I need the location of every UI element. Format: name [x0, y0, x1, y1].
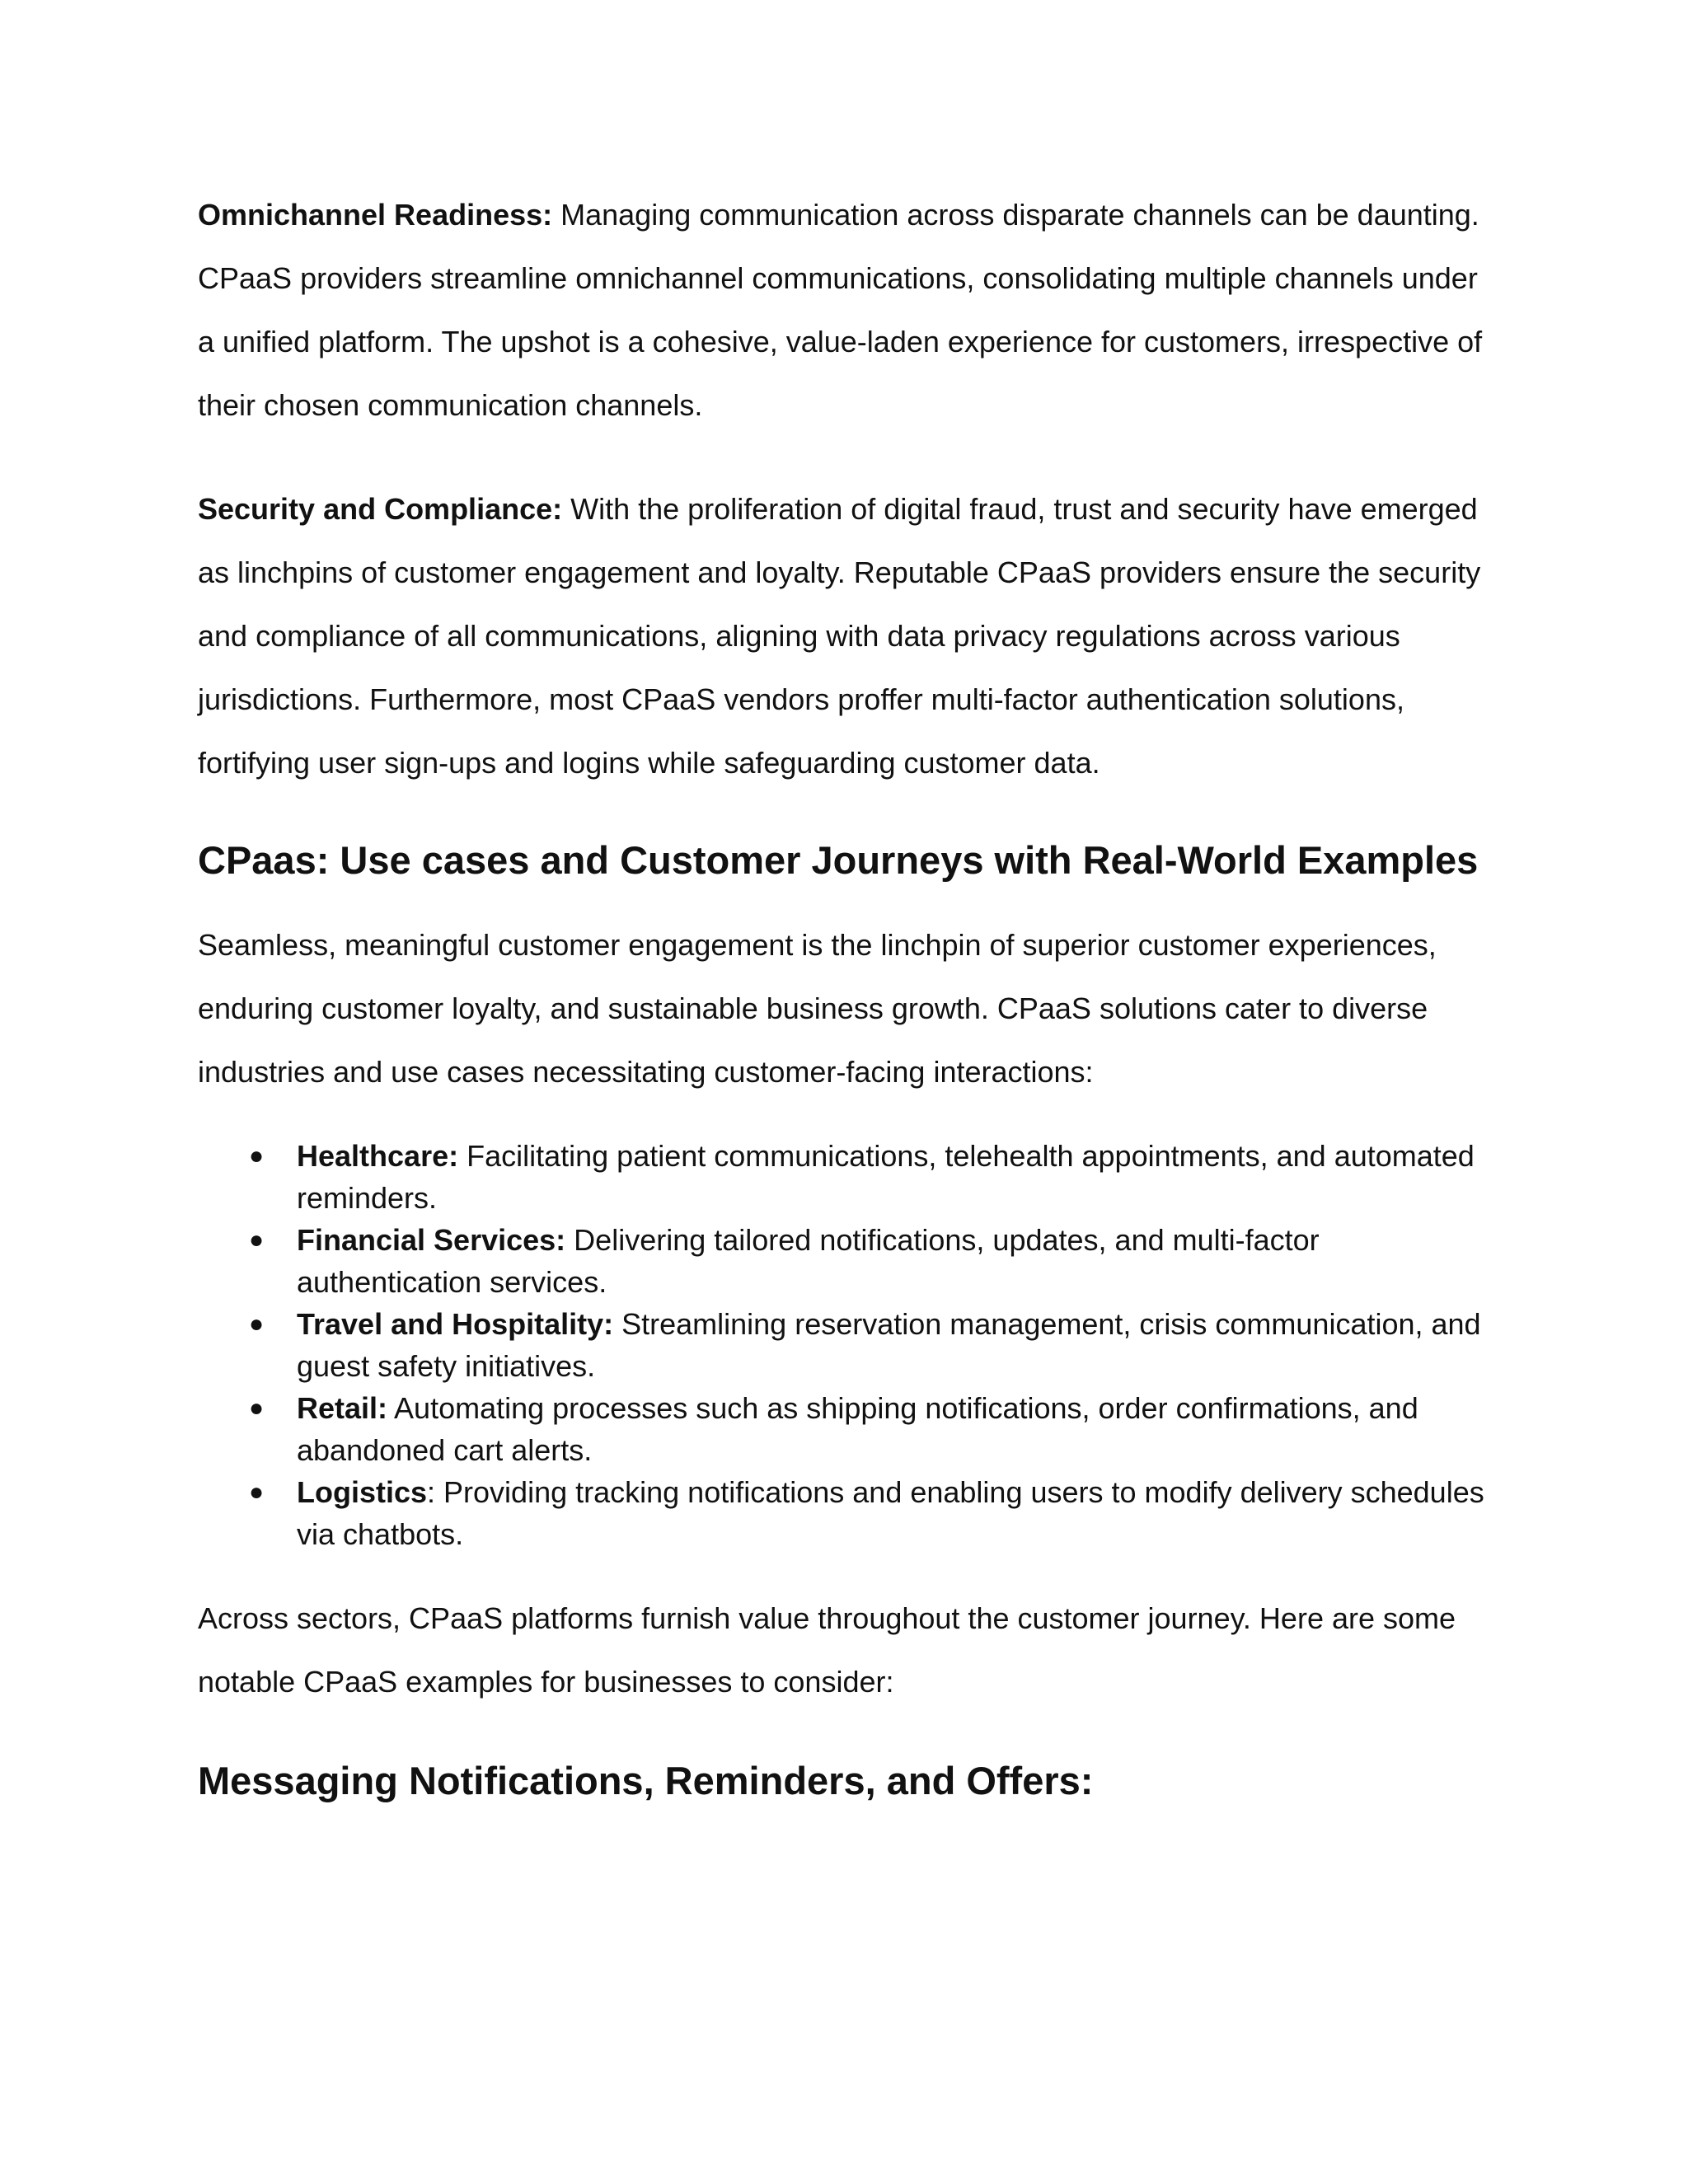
use-cases-intro: Seamless, meaningful customer engagement is the linchpin of superior customer experiences, enduring customer loyalty, and sustainable business growth. CPaaS solutions cater to diverse industries and use cases necessitating customer-facing interactions:: [198, 928, 1437, 1089]
bullet-text: Automating processes such as shipping notifications, order confirmations, and abandoned cart alerts.: [297, 1391, 1418, 1467]
bullet-label: Financial Services:: [297, 1223, 566, 1257]
list-item: [198, 1471, 1500, 1555]
bullet-text: Facilitating patient communications, telehealth appointments, and automated reminders.: [297, 1139, 1475, 1215]
bullet-icon: ●: [249, 1394, 265, 1422]
list-item: [198, 1135, 1500, 1219]
bullet-icon: ●: [249, 1479, 265, 1506]
list-item: [198, 1303, 1500, 1387]
spacer: [198, 1555, 1500, 1586]
spacer: [198, 1104, 1500, 1135]
security-text: With the proliferation of digital fraud, trust and security have emerged as linchpins of customer engagement and loyalty. Reputable CPaaS providers ensure the security and compliance of all communications, aligning with data privacy regulations across various jurisdictions. Furthermore, most CPaaS vendors proffer multi-factor authentication solutions, fortifying user sign-ups and logins while safeguarding customer data.: [198, 492, 1481, 780]
use-case-list: [198, 1135, 1500, 1555]
bullet-text: Delivering tailored notifications, updates, and multi-factor authentication services.: [297, 1223, 1320, 1299]
list-item: [198, 1219, 1500, 1303]
spacer: [198, 437, 1500, 477]
bullet-icon: ●: [249, 1310, 265, 1338]
bullet-text: Streamlining reservation management, crisis communication, and guest safety initiatives.: [297, 1307, 1481, 1383]
use-cases-heading: CPaas: Use cases and Customer Journeys with Real-World Examples: [198, 838, 1479, 882]
across-sectors-paragraph: Across sectors, CPaaS platforms furnish value throughout the customer journey. Here are some notable CPaaS examples for businesses to consider:: [198, 1601, 1456, 1699]
document-page: [198, 183, 1500, 1806]
security-label: Security and Compliance:: [198, 492, 563, 526]
bullet-label: Logistics: [297, 1475, 428, 1509]
bullet-text: : Providing tracking notifications and enabling users to modify delivery schedules via chatbots.: [297, 1475, 1484, 1551]
omnichannel-label: Omnichannel Readiness:: [198, 198, 553, 232]
omnichannel-text: Managing communication across disparate channels can be daunting. CPaaS providers streamline omnichannel communications, consolidating multiple channels under a unified platform. The upshot is a cohesive, value-laden experience for customers, irrespective of their chosen communication channels.: [198, 198, 1483, 422]
omnichannel-paragraph: [198, 183, 1500, 437]
bullet-label: Healthcare:: [297, 1139, 459, 1173]
bullet-icon: ●: [249, 1142, 265, 1169]
bullet-label: Retail:: [297, 1391, 388, 1425]
security-paragraph: [198, 477, 1500, 794]
bullet-icon: ●: [249, 1226, 265, 1254]
messaging-heading: Messaging Notifications, Reminders, and Offers:: [198, 1759, 1094, 1802]
spacer: [198, 885, 1500, 913]
list-item: [198, 1387, 1500, 1471]
spacer: [198, 1713, 1500, 1756]
bullet-label: Travel and Hospitality:: [297, 1307, 614, 1341]
spacer: [198, 794, 1500, 836]
